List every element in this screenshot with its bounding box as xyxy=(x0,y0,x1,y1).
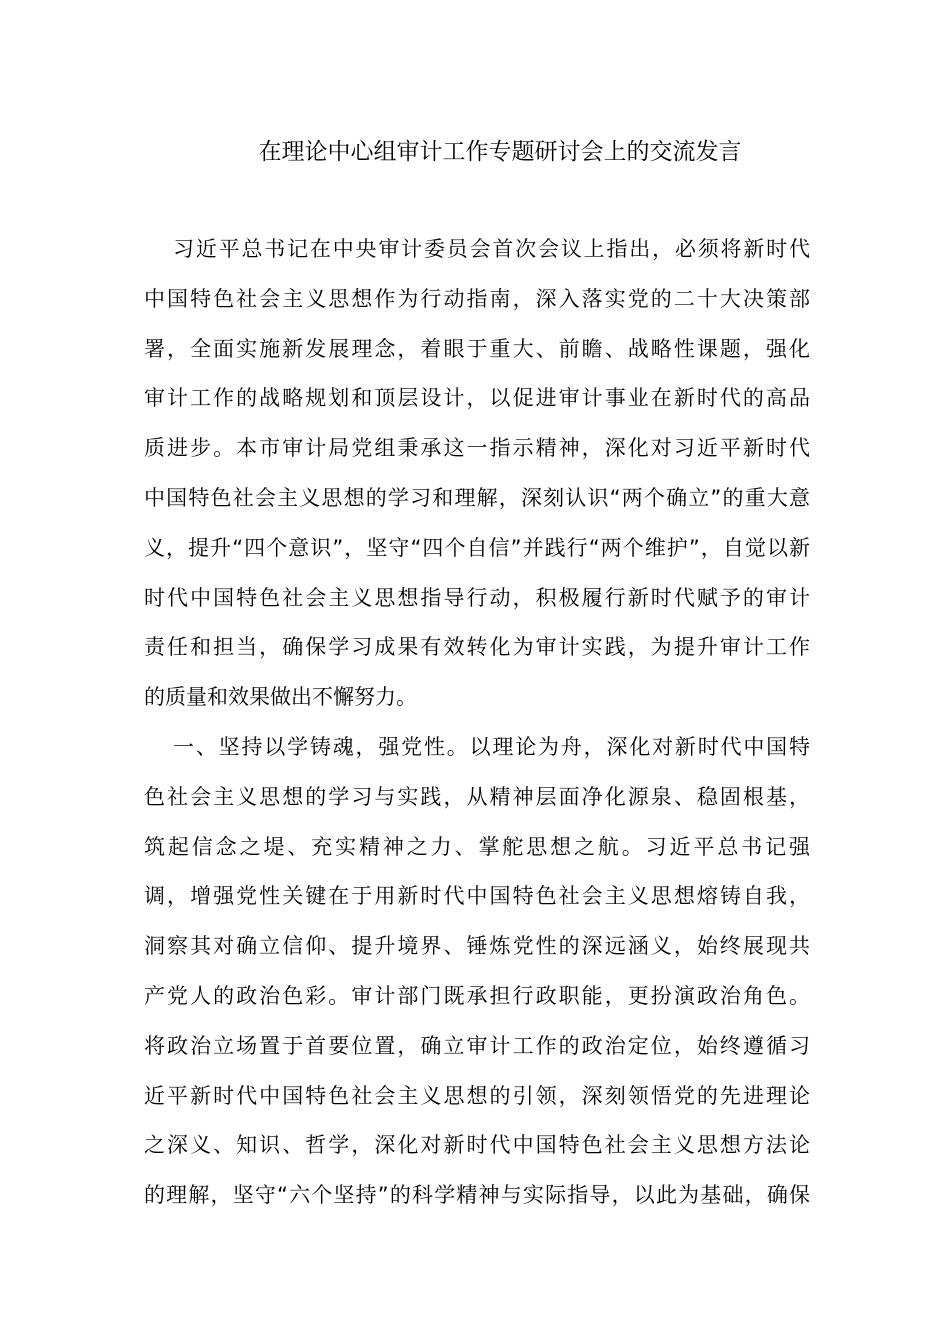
paragraph-2-line-10: 的理解，坚守“六个坚持”的科学精神与实际指导，以此为基础，确保 xyxy=(144,1183,810,1208)
paragraph-1-line-3: 署，全面实施新发展理念，着眼于重大、前瞻、战略性课题，强化 xyxy=(144,336,810,361)
paragraph-1-line-7: 义，提升“四个意识”，坚守“四个自信”并践行“两个维护”，自觉以新 xyxy=(144,535,810,560)
paragraph-1-line-1: 习近平总书记在中央审计委员会首次会议上指出，必须将新时代 xyxy=(173,237,810,261)
paragraph-2-line-8: 近平新时代中国特色社会主义思想的引领，深刻领悟党的先进理论 xyxy=(144,1083,810,1108)
paragraph-1-line-10: 的质量和效果做出不懈努力。 xyxy=(144,685,417,710)
paragraph-2-line-9: 之深义、知识、哲学，深化对新时代中国特色社会主义思想方法论 xyxy=(144,1133,810,1158)
paragraph-1-line-8: 时代中国特色社会主义思想指导行动，积极履行新时代赋予的审计 xyxy=(144,585,810,610)
paragraph-2-line-4: 调，增强党性关键在于用新时代中国特色社会主义思想熔铸自我， xyxy=(144,884,810,909)
document-body xyxy=(144,225,810,1221)
paragraph-2-line-1: 一、坚持以学铸魂，强党性。以理论为舟，深化对新时代中国特 xyxy=(173,734,810,759)
paragraph-2-line-7: 将政治立场置于首要位置，确立审计工作的政治定位，始终遵循习 xyxy=(144,1033,810,1058)
document-title: 在理论中心组审计工作专题研讨会上的交流发言 xyxy=(258,139,742,165)
paragraph-1-line-4: 审计工作的战略规划和顶层设计，以促进审计事业在新时代的高品 xyxy=(144,386,810,411)
paragraph-1-line-2: 中国特色社会主义思想作为行动指南，深入落实党的二十大决策部 xyxy=(144,286,810,311)
paragraph-1-line-6: 中国特色社会主义思想的学习和理解，深刻认识“两个确立”的重大意 xyxy=(144,485,810,510)
paragraph-1-line-5: 质进步。本市审计局党组秉承这一指示精神，深化对习近平新时代 xyxy=(144,436,810,461)
paragraph-2-line-3: 筑起信念之堤、充实精神之力、掌舵思想之航。习近平总书记强 xyxy=(144,834,810,859)
paragraph-2-line-2: 色社会主义思想的学习与实践，从精神层面净化源泉、稳固根基， xyxy=(144,784,810,809)
paragraph-2-line-5: 洞察其对确立信仰、提升境界、锤炼党性的深远涵义，始终展现共 xyxy=(144,934,810,959)
paragraph-1-line-9: 责任和担当，确保学习成果有效转化为审计实践，为提升审计工作 xyxy=(144,635,810,660)
paragraph-2-line-6: 产党人的政治色彩。审计部门既承担行政职能，更扮演政治角色。 xyxy=(144,983,810,1008)
